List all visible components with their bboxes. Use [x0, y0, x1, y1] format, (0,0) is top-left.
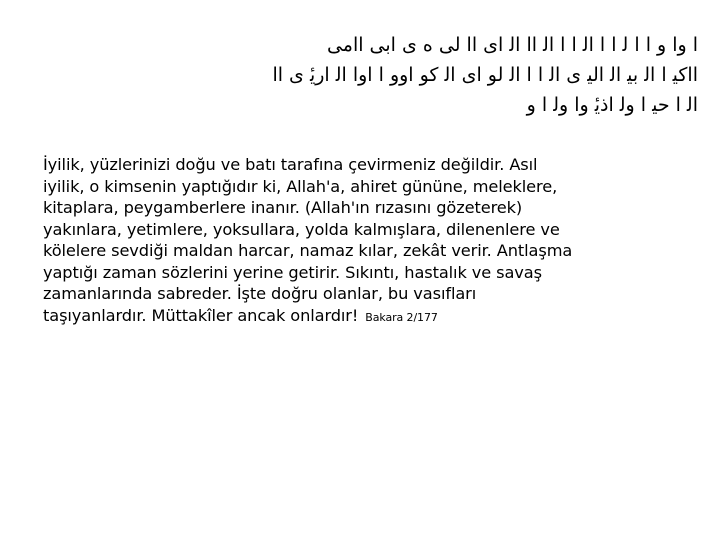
translation-line-1: İyilik, yüzlerinizi doğu ve batı tarafına çevirmeniz değildir. Asıl — [43, 155, 538, 174]
arabic-line-3: ﺍﻟ ا ﺣﻴ ا ﻭﻟ ﺍﺫﻳٔ ﻭﺍ ﻭﻟ ا ﻭ — [526, 94, 698, 116]
arabic-line-1: ا وا و ا ا ﻟ ا ا ﺍﻟ ا ا ﺍﻟ ﺍﺍ ﺍﻟ اى ﺍﺍ ﻟﻰ ﻩ ى ﺍﺑﻰ ﺍﺍﻣﻰ — [326, 34, 698, 56]
translation-line-6: yaptığı zaman sözlerini yerine getirir. Sıkıntı, hastalık ve savaş — [43, 262, 542, 282]
verse-citation: Bakara 2/177 — [365, 310, 438, 324]
translation-line-2: iyilik, o kimsenin yaptığıdır ki, Allah'a, ahiret gününe, meleklere, — [43, 176, 558, 196]
turkish-translation — [43, 154, 708, 328]
translation-line-8 — [43, 305, 708, 329]
arabic-verse — [38, 30, 698, 120]
arabic-line-2: ﺍﺍﻛﻴ ا ﺍﻟ ﺑﻴ ﺍﻟ ﺍﻟﻴ ى ﺍﻟ ا ا ﺍﻟ ﻟﻮ اى ﺍﻟ ﻛﻮ ﺍﻭﻭ ا ﺍﻭﺍ ﺍﻟ ﺍﺭﻳٔ ى ﺍﺍ — [272, 64, 698, 86]
translation-line-4: yakınlara, yetimlere, yoksullara, yolda kalmışlara, dilenenlere ve — [43, 219, 560, 239]
translation-line-8-text: taşıyanlardır. Müttakîler ancak onlardır! — [43, 305, 359, 325]
translation-line-3: kitaplara, peygamberlere inanır. (Allah'ın rızasını gözeterek) — [43, 198, 523, 217]
translation-line-5: kölelere sevdiği maldan harcar, namaz kılar, zekât verir. Antlaşma — [43, 241, 573, 260]
translation-line-7: zamanlarında sabreder. İşte doğru olanlar, bu vasıfları — [43, 284, 477, 303]
